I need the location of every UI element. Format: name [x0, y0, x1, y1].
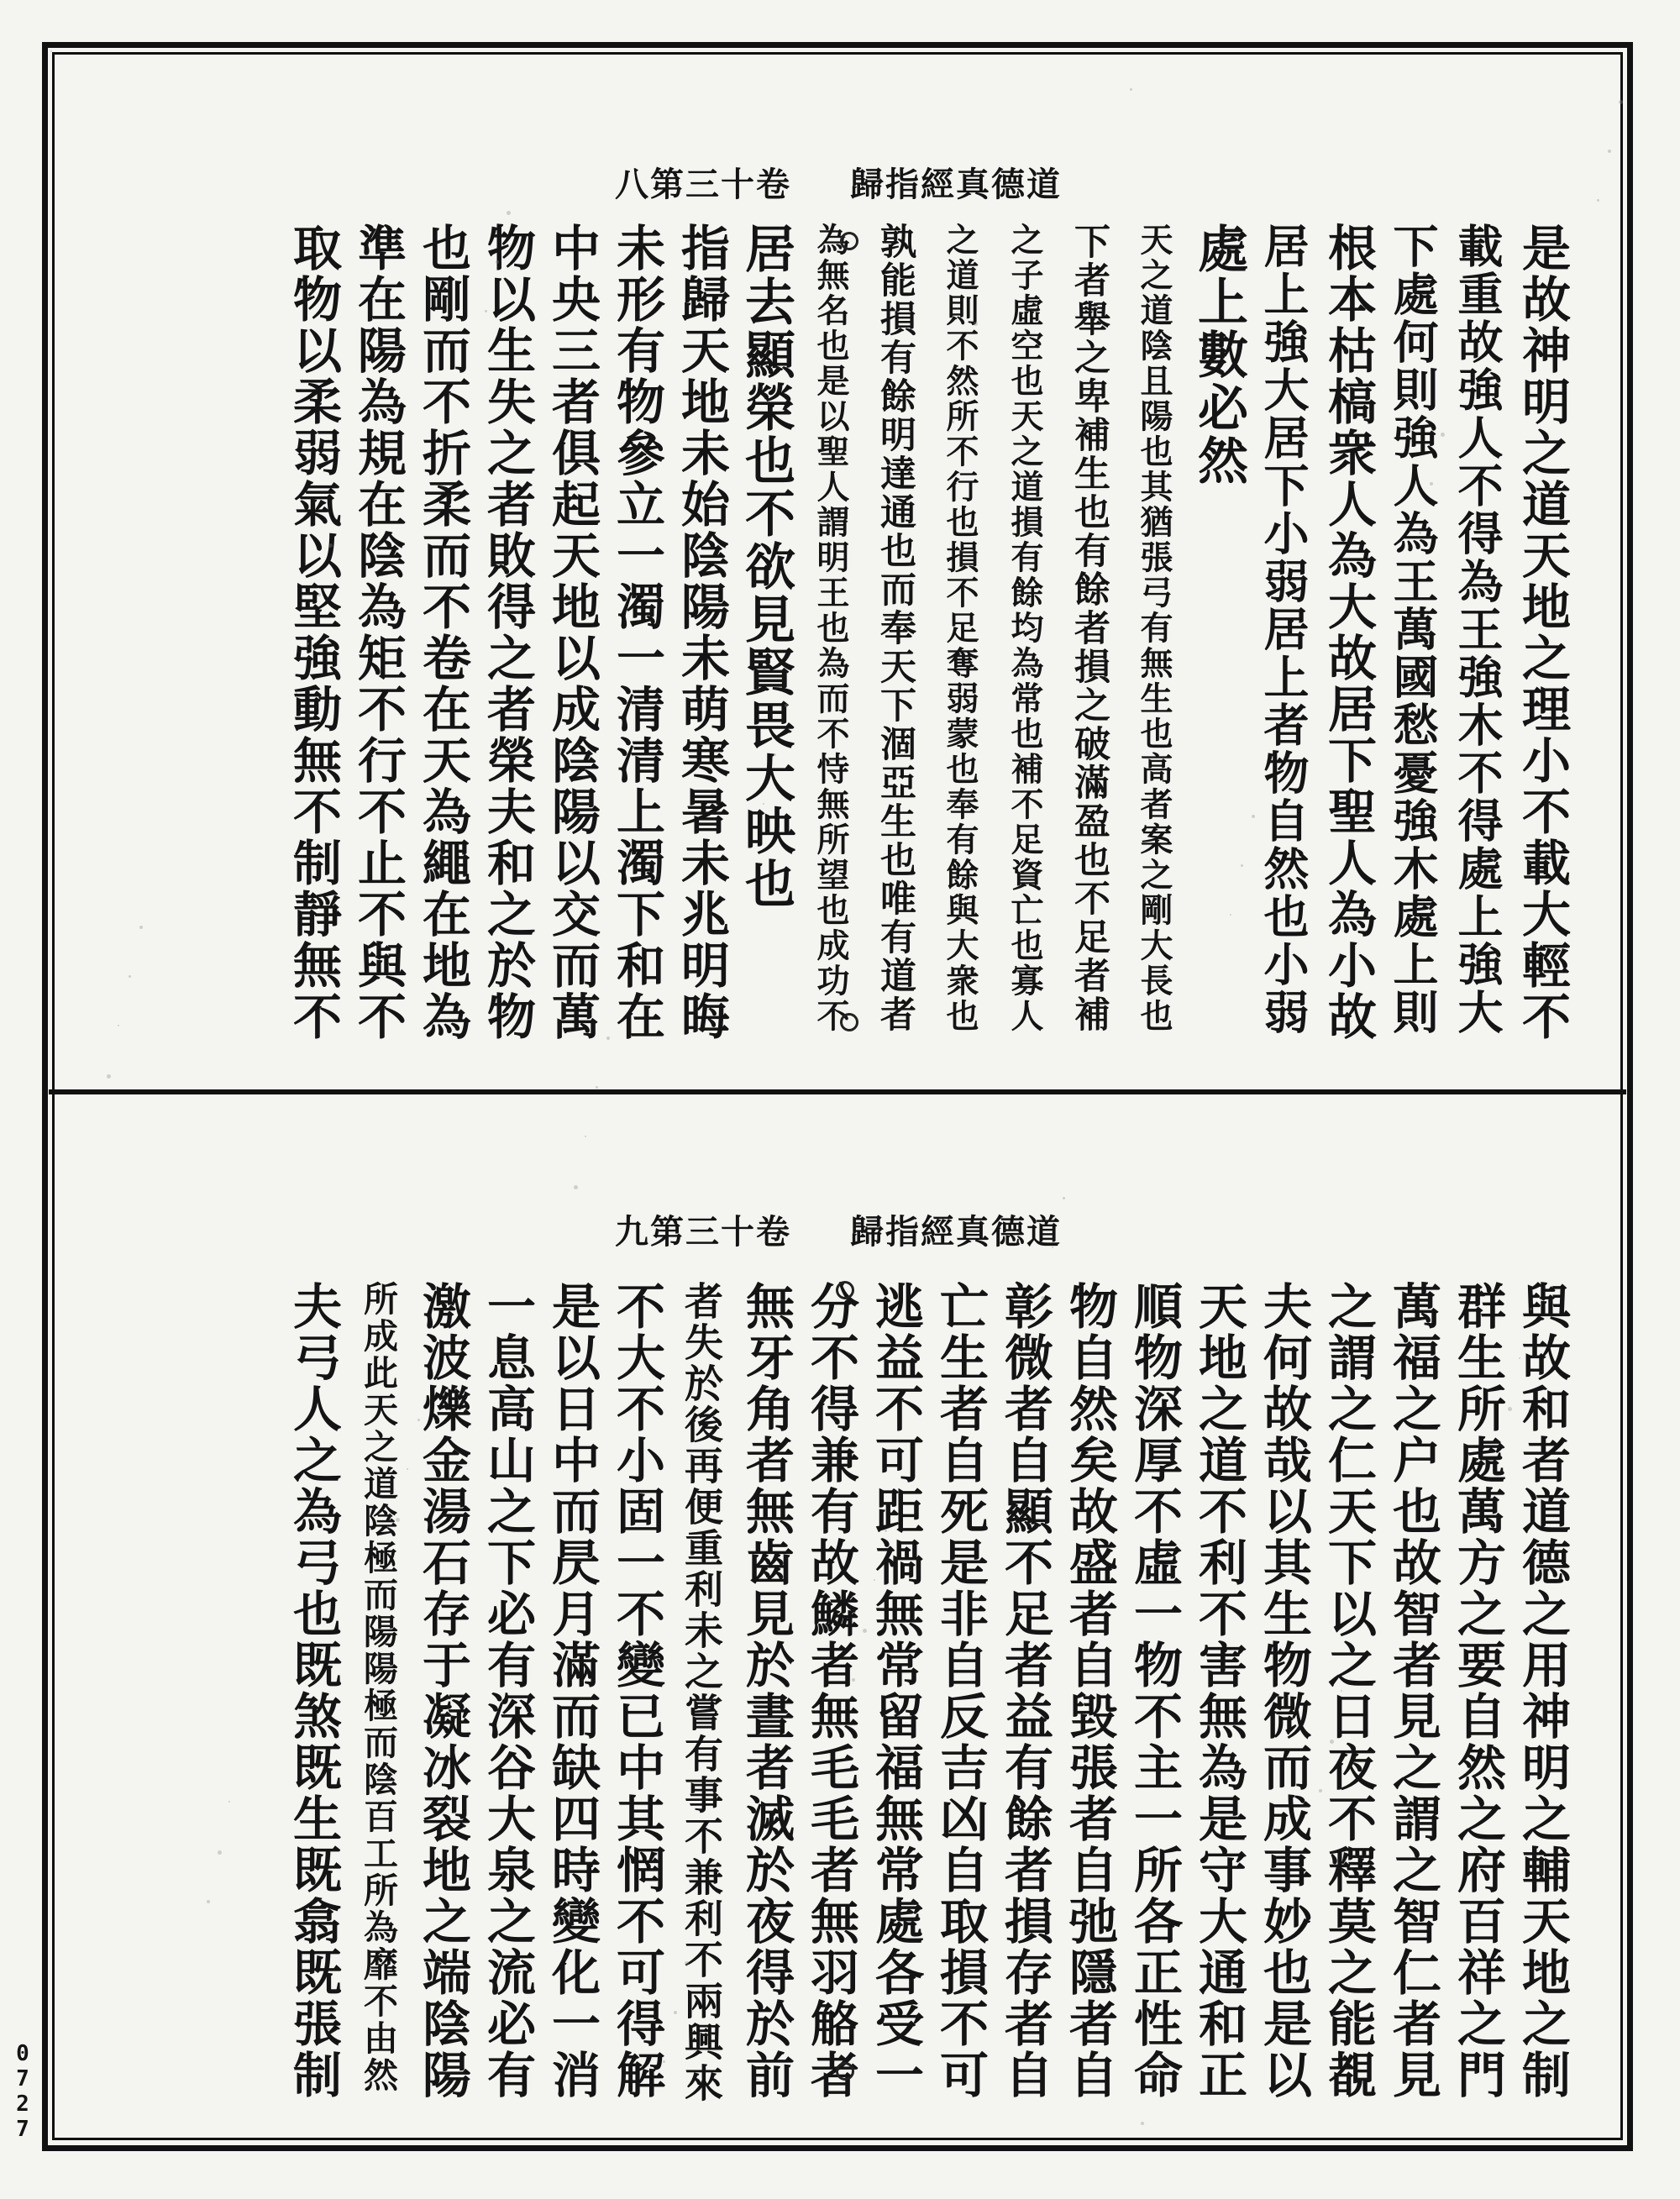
print-speck: [785, 704, 788, 707]
print-speck: [585, 1136, 586, 1137]
print-speck: [1319, 1789, 1322, 1792]
text-column: 處上數必然: [1189, 223, 1248, 487]
print-speck: [574, 1185, 578, 1189]
print-speck: [1330, 1740, 1334, 1744]
print-speck: [1619, 100, 1623, 104]
print-speck: [1408, 581, 1410, 583]
print-speck: [1130, 88, 1132, 91]
text-column: 天之道陰且陽也其猶張弓有無生也高者案之剛大長也: [1135, 223, 1173, 1034]
top-page: [59, 59, 1618, 1084]
text-column: 群生所處萬方之要自然之府百祥之門: [1449, 1281, 1506, 2101]
print-speck: [1241, 864, 1243, 867]
print-speck: [663, 2060, 665, 2063]
text-column: 分不得兼有故鱗者無毛毛者無羽觡者: [802, 1281, 859, 2101]
top-text-columns: [281, 223, 1574, 1063]
text-column: 居上強大居下小弱居上者物自然也小弱: [1257, 223, 1310, 1037]
print-speck: [1530, 1308, 1532, 1310]
print-speck: [774, 753, 776, 756]
top-header-right: 歸指經真德道: [850, 165, 1062, 204]
print-speck: [1252, 815, 1255, 818]
page-number: [12, 2041, 34, 2142]
text-column: 者失於後再便重利未之嘗有事不兼利不兩興來: [679, 1281, 724, 2104]
print-speck: [307, 643, 309, 645]
print-speck: [974, 322, 978, 326]
print-speck: [596, 1086, 598, 1089]
print-speck: [50, 50, 52, 52]
text-column: 根本枯槁衆人為大故居下聖人為小故: [1320, 223, 1377, 1042]
print-speck: [485, 310, 487, 312]
print-speck: [118, 1025, 119, 1026]
text-column: 亡生者自死是非自反吉凶自取損不可: [932, 1281, 989, 2101]
page-divider: [49, 1089, 1626, 1094]
print-speck: [218, 1850, 222, 1855]
text-column: 夫弓人之為弓也既煞既生既翕既張制: [285, 1281, 342, 2101]
text-column: 一息高山之下必有深谷大泉之流必有: [479, 1281, 536, 2101]
text-column: 孰能損有餘明達通也而奉天下涸亞生也唯有道者: [874, 223, 916, 1034]
text-column: 為無名也是以聖人謂明王也為而不恃無所望也成功不: [811, 223, 850, 1034]
text-column: 天地之道不利不害無為是守大通和正: [1190, 1281, 1247, 2101]
print-speck: [1063, 1197, 1065, 1199]
text-column: 指歸天地未始陰陽未萌寒暑未兆明晦: [673, 223, 730, 1042]
text-column: 之子虛空也天之道損有餘均為常也補不足資亡也寡人: [1005, 223, 1044, 1034]
text-column: 彰微者自顯不足者益有餘者損存者自: [996, 1281, 1053, 2101]
print-speck: [318, 593, 321, 596]
print-speck: [107, 1074, 111, 1079]
text-column: 激波爍金湯石存于凝冰裂地之端陰陽: [414, 1281, 471, 2101]
print-speck: [885, 1530, 887, 1532]
print-speck: [385, 1567, 388, 1571]
page-number-digit: 0: [16, 2041, 29, 2066]
text-column: 是故神明之道天地之理小不載大輕不: [1514, 223, 1571, 1042]
print-speck: [606, 1037, 610, 1040]
print-speck: [1608, 150, 1611, 153]
print-speck: [963, 371, 966, 375]
print-speck: [396, 1518, 400, 1522]
text-column: 所成此天之道陰極而陽陽極而陰百工所為靡不由然: [358, 1281, 398, 2094]
text-column: 之謂之仁天下以之日夜不釋莫之能覩: [1320, 1281, 1377, 2101]
print-speck: [417, 1419, 420, 1421]
print-speck: [1052, 1246, 1053, 1248]
bottom-text-columns: [281, 1281, 1574, 2121]
print-speck: [1152, 2072, 1156, 2076]
print-speck: [696, 1912, 697, 1913]
circle-mark: [836, 2062, 854, 2081]
print-speck: [1519, 1357, 1520, 1359]
text-column: 無牙角者無齒見於晝者滅於夜得於前: [738, 1281, 795, 2101]
print-speck: [207, 1900, 210, 1903]
print-speck: [685, 1961, 689, 1965]
text-column: 下者舉之卑補生也有餘者損之破滿盈也不足者補: [1068, 223, 1110, 1034]
print-speck: [952, 421, 954, 423]
text-column: 物自然矣故盛者自毀張者自弛隱者自: [1061, 1281, 1118, 2101]
text-column: 未形有物參立一濁一清清上濁下和在: [608, 223, 665, 1042]
text-column: 準在陽為規在陰為矩不行不止不與不: [349, 223, 407, 1042]
print-speck: [1430, 482, 1433, 485]
print-speck: [407, 1468, 408, 1470]
print-speck: [1597, 199, 1599, 202]
print-speck: [1163, 2023, 1164, 2024]
circle-mark: [840, 1013, 858, 1031]
print-speck: [1419, 532, 1421, 534]
print-speck: [1341, 1690, 1342, 1692]
print-speck: [228, 1801, 230, 1803]
print-speck: [328, 543, 333, 548]
text-column: 順物深厚不虛一物不主一所各正性命: [1126, 1281, 1183, 2101]
print-speck: [1508, 1407, 1512, 1411]
print-speck: [1141, 2122, 1144, 2125]
bottom-header-left: 九第三十卷: [615, 1212, 791, 1252]
page-number-digit: 7: [16, 2117, 29, 2142]
top-header-left: 八第三十卷: [615, 165, 791, 204]
print-speck: [852, 1678, 855, 1682]
print-speck: [763, 803, 764, 805]
top-page-header: [59, 158, 1618, 206]
text-column: 也剛而不折柔而不卷在天為繩在地為: [414, 223, 471, 1042]
text-column: 萬福之户也故智者見之謂之智仁者見: [1384, 1281, 1441, 2101]
text-column: 中央三者俱起天地以成陰陽以交而萬: [543, 223, 601, 1042]
text-column: 不大不小固一不變已中其惘不可得解: [608, 1281, 665, 2101]
text-column: 載重故強人不得為王強木不得處上強大: [1451, 223, 1504, 1037]
text-column: 物以生失之者敗得之者榮夫和之於物: [479, 223, 536, 1042]
bottom-page: [59, 1100, 1618, 2135]
text-column: 居去顯榮也不欲見賢畏大映也: [737, 223, 795, 911]
page-number-digit: 2: [16, 2091, 29, 2117]
print-speck: [139, 926, 143, 929]
print-speck: [674, 2011, 677, 2014]
print-speck: [863, 1629, 867, 1633]
bottom-header-right: 歸指經真德道: [850, 1212, 1062, 1252]
text-column: 下處何則強人為王萬國愁憂強木處上則: [1386, 223, 1440, 1037]
print-speck: [507, 211, 511, 215]
text-column: 取物以柔弱氣以堅強動無不制靜無不: [285, 223, 342, 1042]
circle-mark: [840, 232, 858, 250]
text-column: 與故和者道德之用神明之輔天地之制: [1514, 1281, 1571, 2101]
print-speck: [296, 692, 297, 694]
text-column: 是以日中而昃月滿而缺四時變化一消: [543, 1281, 601, 2101]
print-speck: [1230, 914, 1231, 916]
print-speck: [1041, 1296, 1045, 1300]
text-column: 夫何故哉以其生物微而成事妙也是以: [1255, 1281, 1312, 2101]
circle-mark: [836, 1281, 854, 1299]
text-column: 逃益不可距禍無常留福無常處各受一: [867, 1281, 924, 2101]
print-speck: [1441, 433, 1445, 437]
page-number-digit: 7: [16, 2066, 29, 2091]
text-column: 之道則不然所不行也損不足奪弱蒙也奉有餘與大衆也: [941, 223, 979, 1034]
print-speck: [496, 260, 499, 264]
print-speck: [129, 975, 131, 978]
print-speck: [874, 1579, 875, 1581]
bottom-page-header: [59, 1205, 1618, 1253]
